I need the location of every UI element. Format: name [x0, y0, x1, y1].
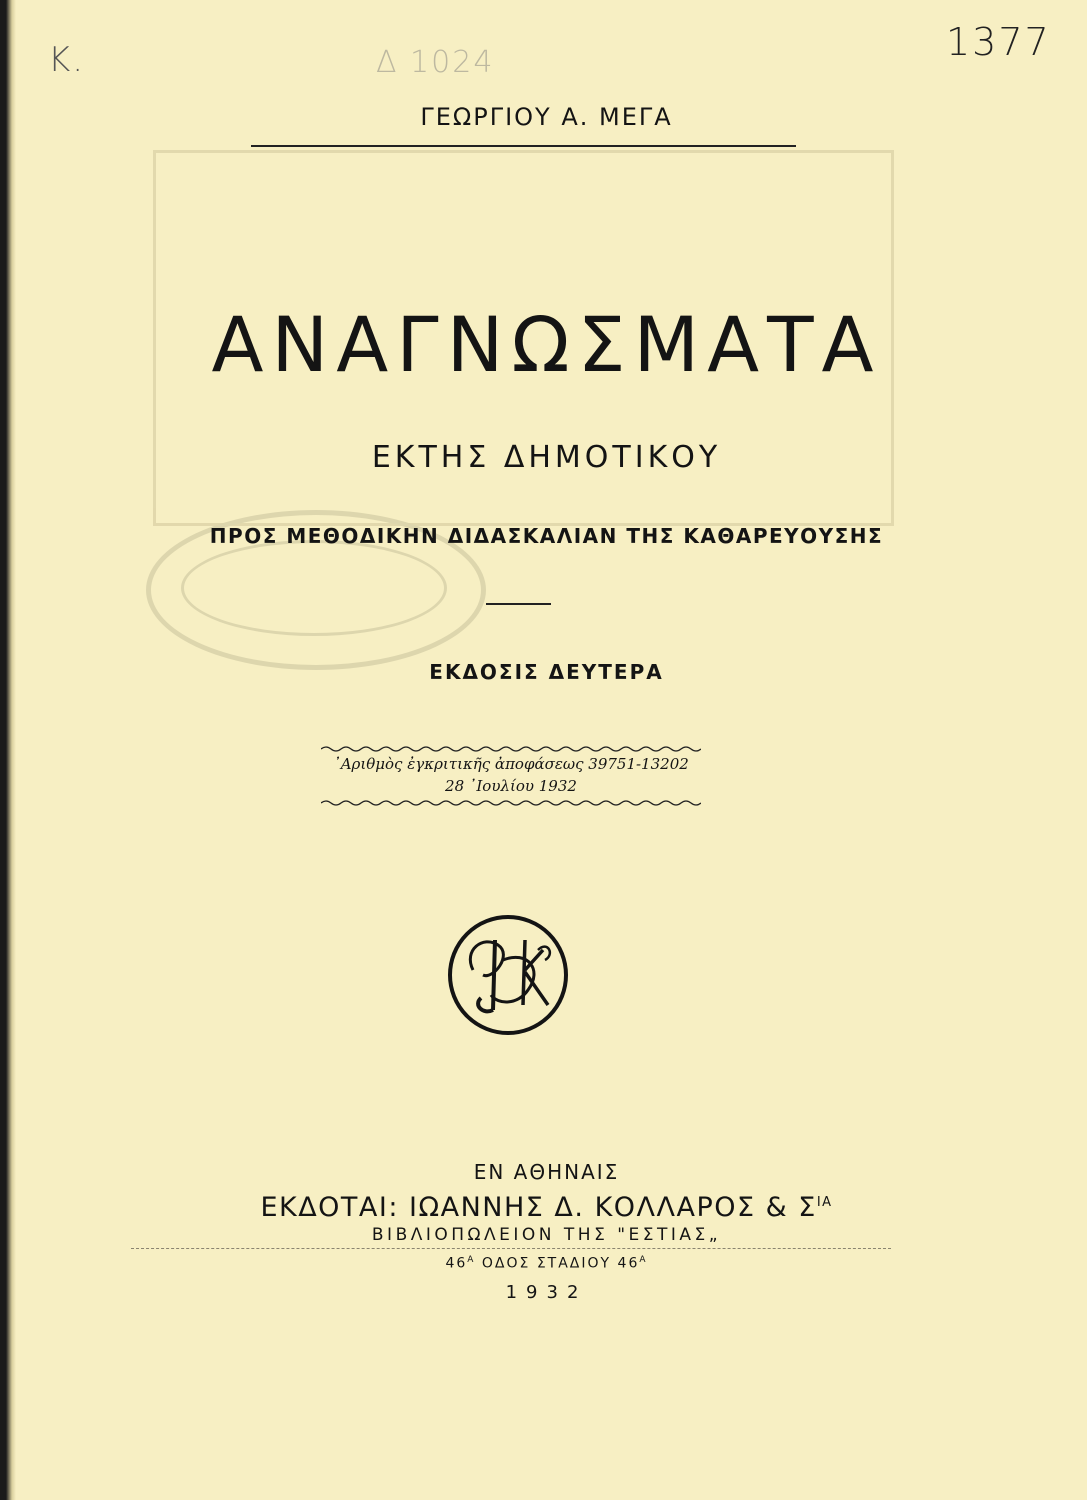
approval-box [321, 745, 701, 807]
margin-note-center: Δ 1024 [376, 45, 495, 80]
author-rule [251, 145, 796, 147]
edition-label: ΕΚΔΟΣΙΣ ΔΕΥΤΕΡΑ [429, 660, 664, 684]
margin-note-left: Κ. [48, 40, 86, 80]
bookstore-line: ΒΙΒΛΙΟΠΩΛΕΙΟΝ ΤΗΣ "ΕΣΤΙΑΣ„ [371, 1225, 722, 1245]
address-sup-right: Α [639, 1255, 648, 1265]
book-purpose: ΠΡΟΣ ΜΕΘΟΔΙΚΗΝ ΔΙΔΑΣΚΑΛΙΑΝ ΤΗΣ ΚΑΘΑΡΕΥΟΥΣΗΣ [209, 524, 884, 548]
publishers-text: ΕΚΔΟΤΑΙ: ΙΩΑΝΝΗΣ Δ. ΚΟΛΛΑΡΟΣ & Σ [260, 1192, 817, 1223]
publication-year: 1932 [505, 1282, 588, 1303]
address-sup-left: Α [467, 1255, 476, 1265]
page-edge [6, 0, 16, 1500]
wave-bottom [321, 799, 701, 807]
publishers-line [6, 1192, 1087, 1223]
book-title: ΑΝΑΓΝΩΣΜΑΤΑ [211, 300, 882, 389]
address-street: ΟΔΟΣ ΣΤΑΔΙΟΥ [481, 1255, 612, 1272]
wave-top [321, 745, 701, 753]
publisher-monogram-icon [443, 910, 573, 1040]
address-line [6, 1255, 1087, 1272]
show-through-stamp-inner [181, 540, 447, 636]
address-number-right: 46 [617, 1255, 640, 1272]
book-subtitle: ΕΚΤΗΣ ΔΗΜΟΤΙΚΟΥ [371, 440, 722, 475]
margin-note-number: 1377 [946, 20, 1051, 64]
address-number-left: 46 [445, 1255, 468, 1272]
approval-date: 28 ᾿Ιουλίου 1932 [445, 777, 577, 795]
title-page [6, 0, 1087, 1500]
short-divider [486, 603, 551, 605]
author-name: ΓΕΩΡΓΙΟΥ Α. ΜΕΓΑ [420, 103, 673, 131]
publication-city: ΕΝ ΑΘΗΝΑΙΣ [473, 1160, 620, 1184]
approval-number: ᾿Αριθμὸς ἐγκριτικῆς ἀποφάσεως 39751-13202 [333, 755, 689, 773]
colophon-dashline [131, 1248, 891, 1249]
publishers-sup: ΙΑ [816, 1195, 833, 1210]
